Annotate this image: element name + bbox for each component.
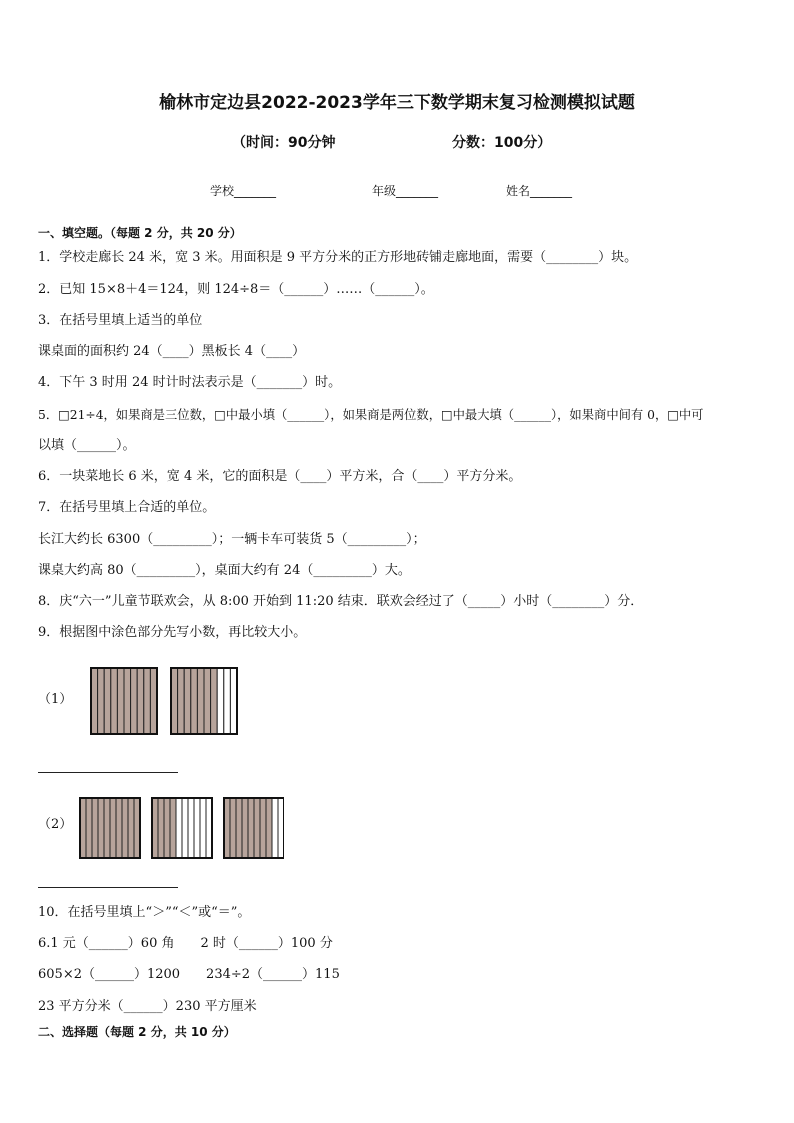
blank-strip: [176, 798, 182, 858]
figure-label-1: （1）: [38, 692, 73, 707]
shaded-strip: [191, 668, 198, 734]
question-3: 3．在括号里填上适当的单位: [38, 313, 203, 328]
shaded-strip: [131, 668, 138, 734]
shaded-strip: [144, 668, 151, 734]
blank-strip: [194, 798, 200, 858]
shaded-strip: [86, 798, 92, 858]
blank-strip: [217, 668, 224, 734]
question-3-line: 课桌面的面积约 24（____）黑板长 4（____）: [38, 344, 306, 359]
exam-time: （时间：90分钟: [232, 135, 336, 151]
name-field: 姓名_______: [506, 184, 573, 198]
shaded-strip: [164, 798, 170, 858]
shaded-strip: [104, 798, 110, 858]
shaded-strip: [266, 798, 272, 858]
decimal-square: [224, 798, 284, 858]
shaded-strip: [128, 798, 134, 858]
shaded-strip: [204, 668, 211, 734]
shaded-strip: [98, 668, 105, 734]
shaded-strip: [158, 798, 164, 858]
exam-title: 榆林市定边县2022-2023学年三下数学期末复习检测模拟试题: [159, 93, 635, 113]
decimal-square: [171, 668, 237, 734]
shaded-strip: [116, 798, 122, 858]
decimal-square: [152, 798, 212, 858]
shaded-strip: [242, 798, 248, 858]
section-heading-fill: 一、填空题。（每题 2 分，共 20 分）: [38, 226, 242, 240]
shaded-strip: [117, 668, 124, 734]
question-8: 8．庆“六一”儿童节联欢会，从 8:00 开始到 11:20 结束．联欢会经过了（_____）小时（________）分．: [38, 594, 644, 609]
shaded-strip: [110, 798, 116, 858]
decimal-square: [91, 668, 157, 734]
shaded-strip: [111, 668, 118, 734]
q9-figure-2: [74, 792, 284, 864]
q9-figure-1: [85, 664, 245, 742]
question-5: 5．□21÷4，如果商是三位数，□中最小填（______），如果商是两位数，□中最大填（______），如果商中间有 0，□中可: [38, 408, 704, 422]
question-10: 10．在括号里填上“＞”“＜”或“＝”。: [38, 905, 251, 920]
blank-strip: [272, 798, 278, 858]
exam-score: 分数：100分）: [452, 135, 552, 151]
shaded-strip: [230, 798, 236, 858]
shaded-strip: [211, 668, 218, 734]
question-7: 7．在括号里填上合适的单位。: [38, 500, 216, 515]
question-1: 1．学校走廊长 24 米，宽 3 米。用面积是 9 平方分米的正方形地砖铺走廊地面，需要（________）块。: [38, 250, 638, 265]
shaded-strip: [124, 668, 131, 734]
shaded-strip: [178, 668, 185, 734]
section-heading-choice: 二、选择题（每题 2 分，共 10 分）: [38, 1025, 236, 1039]
shaded-strip: [98, 798, 104, 858]
question-2: 2．已知 15×8＋4＝124，则 124÷8＝（______）……（______）。: [38, 282, 434, 297]
question-7-line-2: 课桌大约高 80（_________），桌面大约有 24（_________）大。: [38, 563, 411, 578]
answer-line-2: [38, 887, 178, 888]
blank-strip: [200, 798, 206, 858]
blank-strip: [182, 798, 188, 858]
shaded-strip: [254, 798, 260, 858]
shaded-strip: [236, 798, 242, 858]
shaded-strip: [104, 668, 111, 734]
blank-strip: [224, 668, 231, 734]
school-field: 学校_______: [210, 184, 277, 198]
question-5-cont: 以填（______）。: [38, 438, 136, 453]
answer-line-1: [38, 772, 178, 773]
shaded-strip: [137, 668, 144, 734]
shaded-strip: [92, 798, 98, 858]
shaded-strip: [184, 668, 191, 734]
question-4: 4．下午 3 时用 24 时计时法表示是（_______）时。: [38, 375, 342, 390]
question-10-line-2: 605×2（______）1200 234÷2（______）115: [38, 967, 340, 982]
blank-strip: [188, 798, 194, 858]
decimal-square: [80, 798, 140, 858]
shaded-strip: [170, 798, 176, 858]
question-7-line-1: 长江大约长 6300（_________）；一辆卡车可装货 5（_________）；: [38, 532, 426, 547]
question-9: 9．根据图中涂色部分先写小数，再比较大小。: [38, 625, 307, 640]
figure-label-2: （2）: [38, 817, 73, 832]
grade-field: 年级_______: [372, 184, 439, 198]
shaded-strip: [122, 798, 128, 858]
question-10-line-1: 6.1 元（______）60 角 2 时（______）100 分: [38, 936, 333, 951]
shaded-strip: [260, 798, 266, 858]
shaded-strip: [248, 798, 254, 858]
question-10-line-3: 23 平方分米（______）230 平方厘米: [38, 999, 257, 1014]
shaded-strip: [197, 668, 204, 734]
question-6: 6．一块菜地长 6 米，宽 4 米，它的面积是（____）平方米，合（____）平方分米。: [38, 469, 522, 484]
